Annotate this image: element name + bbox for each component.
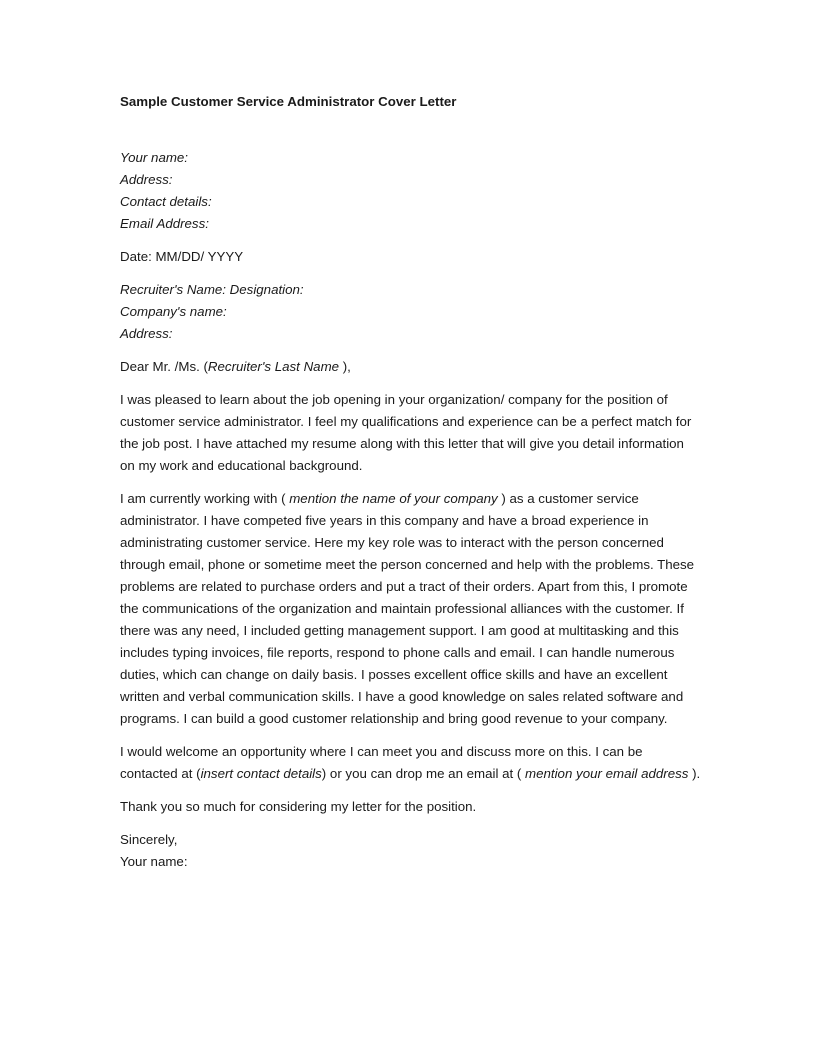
paragraph-3-second-line xyxy=(120,763,710,785)
paragraph-2-line: programs. I can build a good customer relationship and bring good revenue to your company. xyxy=(120,711,668,726)
paragraph-2-line: administrator. I have competed five years in this company and have a broad experience in xyxy=(120,513,649,528)
paragraph-2-suffix: ) as a customer service xyxy=(497,491,639,506)
paragraph-2-line: problems are related to purchase orders and put a tract of their orders. Apart from this, I promote xyxy=(120,579,688,594)
paragraph-2-line: the communications of the organization and maintain professional alliances with the customer. If xyxy=(120,601,684,616)
paragraph-2-first-line xyxy=(120,488,710,510)
paragraph-3-line: I would welcome an opportunity where I can meet you and discuss more on this. I can be xyxy=(120,744,643,759)
sign-off: Sincerely, xyxy=(120,832,178,847)
paragraph-1 xyxy=(120,389,710,477)
paragraph-2-line: administrating customer service. Here my key role was to interact with the person concerned xyxy=(120,535,664,550)
paragraph-3-suffix: ). xyxy=(688,766,701,781)
paragraph-2 xyxy=(120,488,710,730)
document-title: Sample Customer Service Administrator Cover Letter xyxy=(120,94,457,109)
salutation xyxy=(120,356,351,378)
sender-name-label: Your name: xyxy=(120,150,189,165)
paragraph-1-line: on my work and educational background. xyxy=(120,458,363,473)
sender-block xyxy=(120,147,212,235)
paragraph-1-line: I was pleased to learn about the job opening in your organization/ company for the position of xyxy=(120,392,668,407)
paragraph-4-line: Thank you so much for considering my letter for the position. xyxy=(120,799,477,814)
recipient-block xyxy=(120,279,304,345)
company-name-placeholder: mention the name of your company xyxy=(289,491,498,506)
paragraph-2-prefix: I am currently working with ( xyxy=(120,491,290,506)
recipient-address-label: Address: xyxy=(120,326,173,341)
date-block xyxy=(120,246,243,268)
paragraph-1-line: customer service administrator. I feel my qualifications and experience can be a perfect match for xyxy=(120,414,692,429)
salutation-suffix: ), xyxy=(339,359,351,374)
date-line: Date: MM/DD/ YYYY xyxy=(120,249,244,264)
paragraph-3-middle: ) or you can drop me an email at ( xyxy=(321,766,526,781)
company-label: Company's name: xyxy=(120,304,227,319)
sender-address-label: Address: xyxy=(120,172,173,187)
recruiter-label: Recruiter's Name: Designation: xyxy=(120,282,304,297)
paragraph-3 xyxy=(120,741,710,785)
paragraph-2-line: there was any need, I included getting management support. I am good at multitasking and this xyxy=(120,623,679,638)
paragraph-4 xyxy=(120,796,710,818)
paragraph-2-line: duties, which can change on daily basis. I posses excellent office skills and have an excellent xyxy=(120,667,668,682)
paragraph-2-line: includes typing invoices, file reports, respond to phone calls and email. I can handle numerous xyxy=(120,645,675,660)
paragraph-2-line: through email, phone or sometime meet the person concerned and help with the problems. These xyxy=(120,557,695,572)
closing-name-label: Your name: xyxy=(120,854,188,869)
sender-email-label: Email Address: xyxy=(120,216,209,231)
paragraph-3-prefix: contacted at ( xyxy=(120,766,201,781)
salutation-prefix: Dear Mr. /Ms. ( xyxy=(120,359,208,374)
email-address-placeholder: mention your email address xyxy=(525,766,689,781)
closing-block xyxy=(120,829,188,873)
salutation-placeholder: Recruiter's Last Name xyxy=(207,359,340,374)
contact-details-placeholder: insert contact details xyxy=(200,766,322,781)
paragraph-2-line: written and verbal communication skills. I have a good knowledge on sales related software and xyxy=(120,689,684,704)
paragraph-1-line: the job post. I have attached my resume along with this letter that will give you detail information xyxy=(120,436,684,451)
sender-contact-label: Contact details: xyxy=(120,194,212,209)
